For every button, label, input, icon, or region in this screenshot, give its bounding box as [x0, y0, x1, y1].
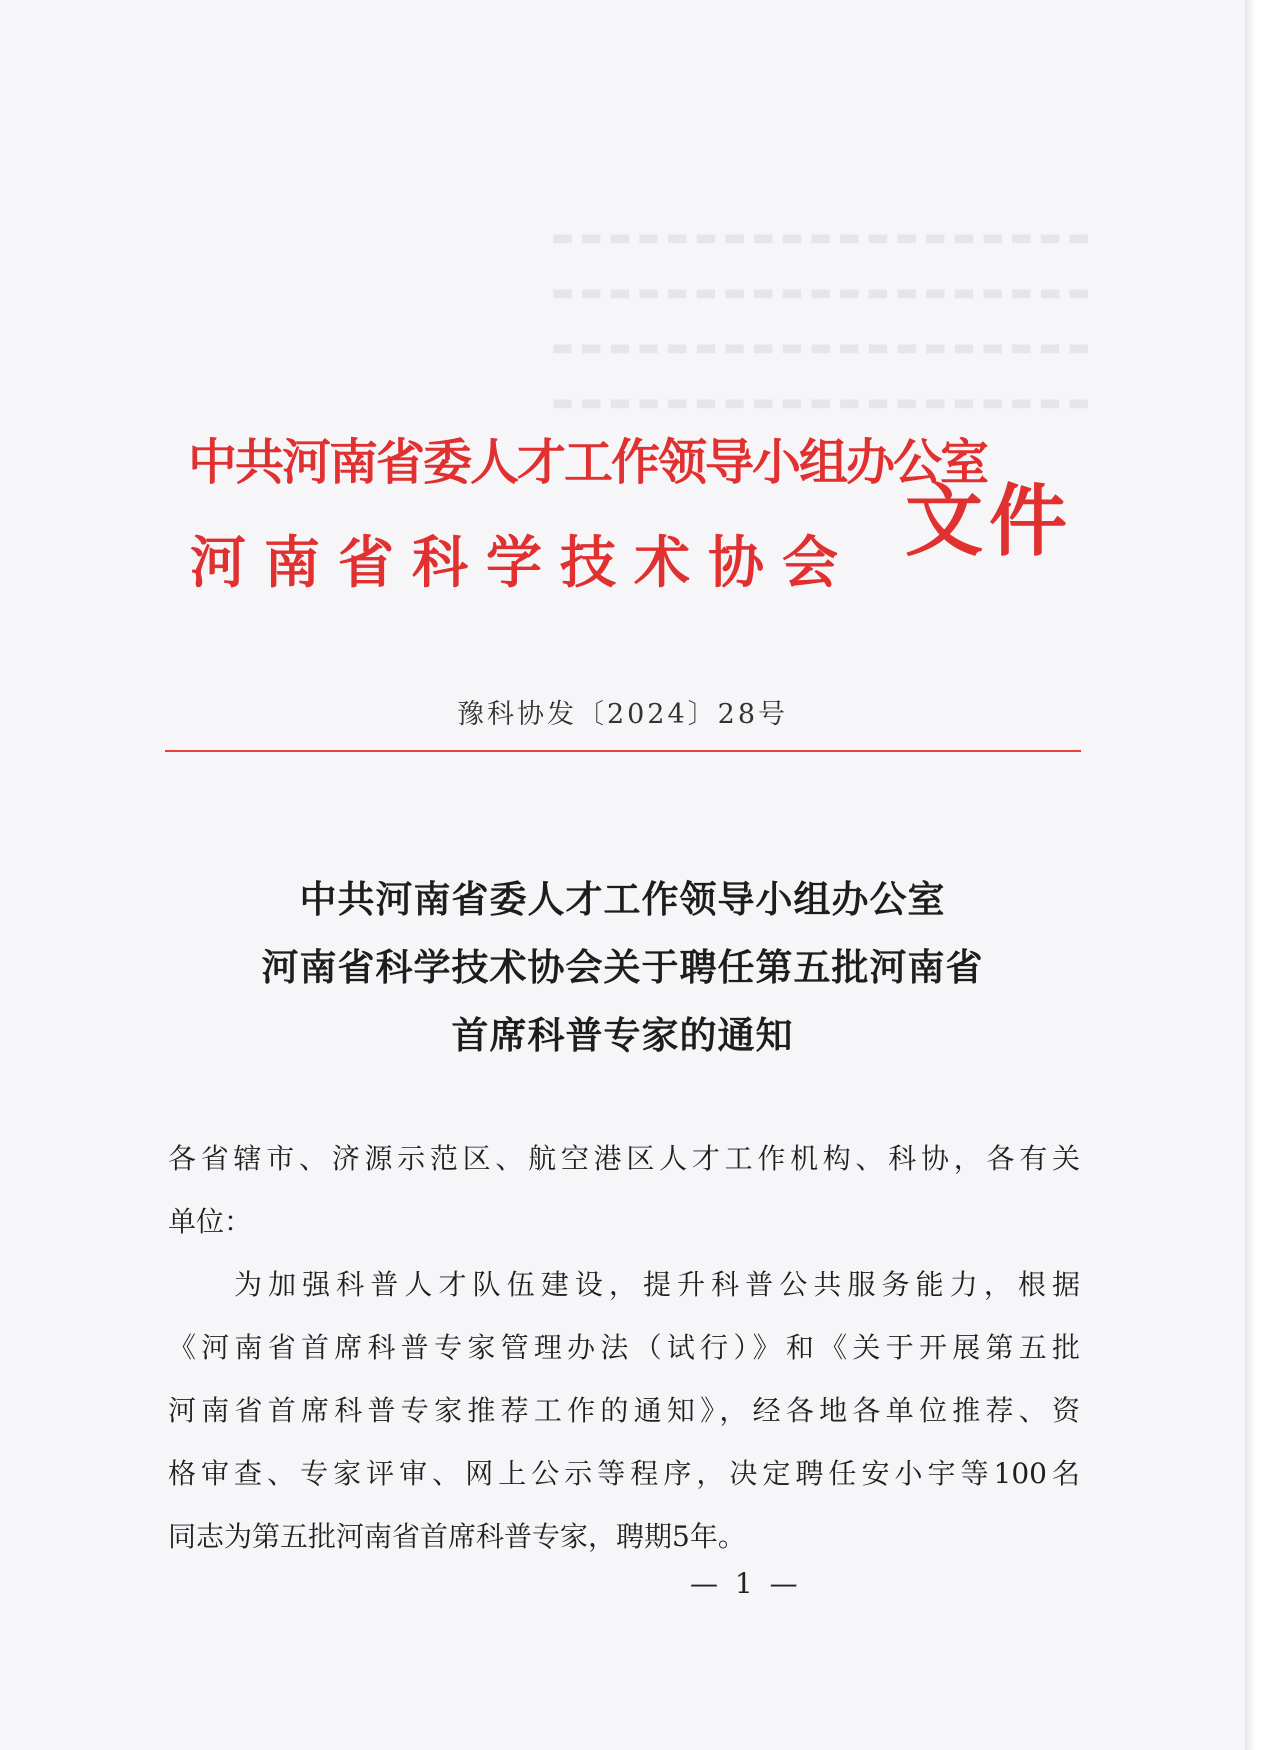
paragraph-line-5: 同志为第五批河南省首席科普专家，聘期5年。 [168, 1520, 746, 1553]
title-line-1: 中共河南省委人才工作领导小组办公室 [299, 877, 946, 921]
back-page-bleed-through: ▬▬▬▬▬▬▬▬▬▬▬▬▬▬▬▬▬▬▬ ▬▬▬▬▬▬▬▬▬▬▬▬▬▬▬▬▬▬▬ ▬▬▬▬▬▬▬▬▬▬▬▬▬▬▬▬▬▬▬ ▬▬▬▬▬▬▬▬▬▬▬▬▬▬▬▬▬▬▬ [545, 223, 1090, 416]
page-number: — 1 — [690, 1567, 802, 1600]
document-title [0, 865, 1245, 1069]
issuer-line-1: 中共河南省委人才工作领导小组办公室 [188, 433, 988, 491]
paragraph-line-3: 河南省首席科普专家推荐工作的通知》，经各地各单位推荐、资 [168, 1394, 1080, 1427]
red-separator-rule [165, 750, 1081, 752]
addressee-line-2: 单位： [168, 1205, 253, 1238]
document-body [168, 1127, 1080, 1568]
paragraph-line-2: 《河南省首席科普专家管理办法（试行）》和《关于开展第五批 [168, 1331, 1080, 1364]
paragraph-line-1: 为加强科普人才队伍建设，提升科普公共服务能力，根据 [234, 1268, 1080, 1301]
title-line-2: 河南省科学技术协会关于聘任第五批河南省 [261, 945, 984, 989]
addressee-line-1: 各省辖市、济源示范区、航空港区人才工作机构、科协，各有关 [168, 1142, 1080, 1175]
document-type-label: 文件 [905, 476, 1074, 567]
issuer-line-2: 河南省科学技术协会 [190, 530, 856, 596]
document-number: 豫科协发〔2024〕28号 [456, 699, 789, 730]
title-line-3: 首席科普专家的通知 [451, 1013, 794, 1057]
paragraph-line-4: 格审查、专家评审、网上公示等程序，决定聘任安小宇等100名 [168, 1457, 1080, 1490]
scan-edge-shadow [1245, 0, 1275, 1750]
